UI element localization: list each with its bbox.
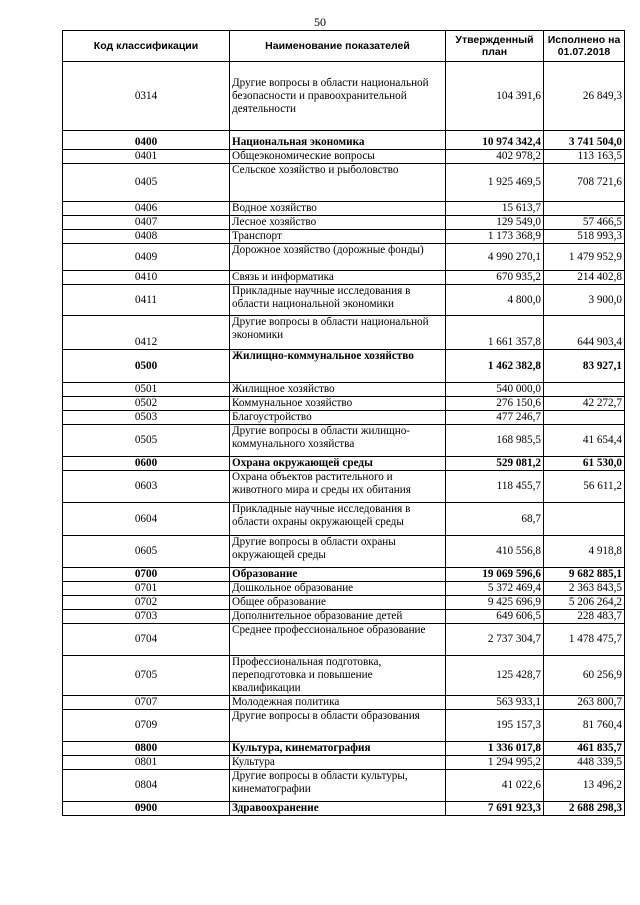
row-code: 0314 bbox=[63, 62, 230, 131]
row-code: 0502 bbox=[63, 397, 230, 411]
row-name: Другие вопросы в области образования bbox=[230, 710, 446, 742]
table-row bbox=[63, 770, 625, 802]
row-plan: 4 990 270,1 bbox=[446, 244, 544, 271]
table-row bbox=[63, 582, 625, 596]
row-code: 0704 bbox=[63, 624, 230, 656]
table-row bbox=[63, 503, 625, 536]
row-done: 113 163,5 bbox=[544, 150, 625, 164]
row-name: Дорожное хозяйство (дорожные фонды) bbox=[230, 244, 446, 271]
table-row bbox=[63, 624, 625, 656]
header-name: Наименование показателей bbox=[230, 31, 446, 62]
row-plan: 2 737 304,7 bbox=[446, 624, 544, 656]
row-name: Общеэкономические вопросы bbox=[230, 150, 446, 164]
row-name: Другие вопросы в области национальной безопасности и правоохранительной деятельности bbox=[230, 62, 446, 131]
header-done: Исполнено на 01.07.2018 bbox=[544, 31, 625, 62]
row-done: 57 466,5 bbox=[544, 216, 625, 230]
row-code: 0503 bbox=[63, 411, 230, 425]
table-row bbox=[63, 425, 625, 457]
row-done: 42 272,7 bbox=[544, 397, 625, 411]
row-done: 708 721,6 bbox=[544, 164, 625, 202]
header-code: Код классификации bbox=[63, 31, 230, 62]
table-row bbox=[63, 202, 625, 216]
page-number: 50 bbox=[314, 15, 326, 29]
row-code: 0801 bbox=[63, 756, 230, 770]
row-plan: 563 933,1 bbox=[446, 696, 544, 710]
row-code: 0409 bbox=[63, 244, 230, 271]
row-plan: 19 069 596,6 bbox=[446, 568, 544, 582]
row-plan: 1 173 368,9 bbox=[446, 230, 544, 244]
row-plan: 1 661 357,8 bbox=[446, 316, 544, 350]
row-code: 0500 bbox=[63, 350, 230, 383]
row-done bbox=[544, 383, 625, 397]
table-row bbox=[63, 230, 625, 244]
row-code: 0408 bbox=[63, 230, 230, 244]
budget-table bbox=[62, 30, 625, 816]
row-code: 0400 bbox=[63, 131, 230, 150]
row-code: 0703 bbox=[63, 610, 230, 624]
row-code: 0707 bbox=[63, 696, 230, 710]
table-row bbox=[63, 316, 625, 350]
row-plan: 410 556,8 bbox=[446, 536, 544, 568]
row-done: 518 993,3 bbox=[544, 230, 625, 244]
row-name: Водное хозяйство bbox=[230, 202, 446, 216]
row-done: 61 530,0 bbox=[544, 457, 625, 471]
row-code: 0604 bbox=[63, 503, 230, 536]
row-name: Другие вопросы в области охраны окружающей среды bbox=[230, 536, 446, 568]
row-plan: 670 935,2 bbox=[446, 271, 544, 285]
row-code: 0605 bbox=[63, 536, 230, 568]
row-name: Образование bbox=[230, 568, 446, 582]
row-done: 228 483,7 bbox=[544, 610, 625, 624]
row-name: Дополнительное образование детей bbox=[230, 610, 446, 624]
table-row bbox=[63, 536, 625, 568]
row-code: 0406 bbox=[63, 202, 230, 216]
table-row bbox=[63, 62, 625, 131]
table-row bbox=[63, 710, 625, 742]
row-done: 2 363 843,5 bbox=[544, 582, 625, 596]
row-name: Благоустройство bbox=[230, 411, 446, 425]
row-done: 41 654,4 bbox=[544, 425, 625, 457]
row-name: Прикладные научные исследования в области охраны окружающей среды bbox=[230, 503, 446, 536]
row-done: 5 206 264,2 bbox=[544, 596, 625, 610]
row-plan: 1 462 382,8 bbox=[446, 350, 544, 383]
row-code: 0411 bbox=[63, 285, 230, 316]
table-row bbox=[63, 285, 625, 316]
row-code: 0501 bbox=[63, 383, 230, 397]
row-done: 56 611,2 bbox=[544, 471, 625, 503]
table-header-row bbox=[63, 31, 625, 62]
row-code: 0800 bbox=[63, 742, 230, 756]
table-row bbox=[63, 696, 625, 710]
row-done: 448 339,5 bbox=[544, 756, 625, 770]
row-done: 644 903,4 bbox=[544, 316, 625, 350]
row-plan: 10 974 342,4 bbox=[446, 131, 544, 150]
table-row bbox=[63, 457, 625, 471]
table-row bbox=[63, 397, 625, 411]
row-code: 0405 bbox=[63, 164, 230, 202]
row-code: 0702 bbox=[63, 596, 230, 610]
row-plan: 125 428,7 bbox=[446, 656, 544, 696]
row-plan: 1 294 995,2 bbox=[446, 756, 544, 770]
row-name: Сельское хозяйство и рыболовство bbox=[230, 164, 446, 202]
table-row bbox=[63, 411, 625, 425]
row-name: Охрана объектов растительного и животного мира и среды их обитания bbox=[230, 471, 446, 503]
table-row bbox=[63, 596, 625, 610]
row-plan: 402 978,2 bbox=[446, 150, 544, 164]
table-row bbox=[63, 471, 625, 503]
row-code: 0505 bbox=[63, 425, 230, 457]
row-done: 461 835,7 bbox=[544, 742, 625, 756]
table-row bbox=[63, 216, 625, 230]
table-row bbox=[63, 131, 625, 150]
row-plan: 195 157,3 bbox=[446, 710, 544, 742]
table-row bbox=[63, 164, 625, 202]
row-done: 3 741 504,0 bbox=[544, 131, 625, 150]
row-plan: 540 000,0 bbox=[446, 383, 544, 397]
row-name: Другие вопросы в области жилищно-коммунального хозяйства bbox=[230, 425, 446, 457]
row-code: 0407 bbox=[63, 216, 230, 230]
row-name: Молодежная политика bbox=[230, 696, 446, 710]
row-plan: 1 336 017,8 bbox=[446, 742, 544, 756]
row-done: 2 688 298,3 bbox=[544, 802, 625, 816]
row-name: Дошкольное образование bbox=[230, 582, 446, 596]
row-done bbox=[544, 202, 625, 216]
row-name: Общее образование bbox=[230, 596, 446, 610]
row-done: 26 849,3 bbox=[544, 62, 625, 131]
row-code: 0804 bbox=[63, 770, 230, 802]
row-code: 0705 bbox=[63, 656, 230, 696]
row-code: 0410 bbox=[63, 271, 230, 285]
row-name: Культура, кинематография bbox=[230, 742, 446, 756]
row-plan: 477 246,7 bbox=[446, 411, 544, 425]
row-plan: 7 691 923,3 bbox=[446, 802, 544, 816]
table-row bbox=[63, 656, 625, 696]
table-row bbox=[63, 568, 625, 582]
row-done: 83 927,1 bbox=[544, 350, 625, 383]
row-code: 0603 bbox=[63, 471, 230, 503]
table-row bbox=[63, 610, 625, 624]
table-row bbox=[63, 742, 625, 756]
row-code: 0701 bbox=[63, 582, 230, 596]
row-name: Среднее профессиональное образование bbox=[230, 624, 446, 656]
row-done bbox=[544, 503, 625, 536]
row-name: Другие вопросы в области культуры, кинематографии bbox=[230, 770, 446, 802]
row-name: Национальная экономика bbox=[230, 131, 446, 150]
row-done: 13 496,2 bbox=[544, 770, 625, 802]
row-plan: 649 606,5 bbox=[446, 610, 544, 624]
row-name: Охрана окружающей среды bbox=[230, 457, 446, 471]
row-name: Коммунальное хозяйство bbox=[230, 397, 446, 411]
row-plan: 129 549,0 bbox=[446, 216, 544, 230]
row-done: 4 918,8 bbox=[544, 536, 625, 568]
row-done bbox=[544, 411, 625, 425]
row-plan: 15 613,7 bbox=[446, 202, 544, 216]
row-plan: 5 372 469,4 bbox=[446, 582, 544, 596]
table-row bbox=[63, 802, 625, 816]
row-plan: 168 985,5 bbox=[446, 425, 544, 457]
row-name: Жилищно-коммунальное хозяйство bbox=[230, 350, 446, 383]
row-done: 3 900,0 bbox=[544, 285, 625, 316]
row-code: 0700 bbox=[63, 568, 230, 582]
row-code: 0709 bbox=[63, 710, 230, 742]
table-row bbox=[63, 383, 625, 397]
row-done: 263 800,7 bbox=[544, 696, 625, 710]
row-code: 0900 bbox=[63, 802, 230, 816]
row-name: Профессиональная подготовка, переподготовка и повышение квалификации bbox=[230, 656, 446, 696]
row-plan: 68,7 bbox=[446, 503, 544, 536]
row-code: 0412 bbox=[63, 316, 230, 350]
row-name: Другие вопросы в области национальной экономики bbox=[230, 316, 446, 350]
row-done: 9 682 885,1 bbox=[544, 568, 625, 582]
row-name: Лесное хозяйство bbox=[230, 216, 446, 230]
row-done: 1 478 475,7 bbox=[544, 624, 625, 656]
row-done: 1 479 952,9 bbox=[544, 244, 625, 271]
row-done: 81 760,4 bbox=[544, 710, 625, 742]
row-done: 214 402,8 bbox=[544, 271, 625, 285]
row-plan: 104 391,6 bbox=[446, 62, 544, 131]
row-done: 60 256,9 bbox=[544, 656, 625, 696]
table-row bbox=[63, 271, 625, 285]
row-name: Связь и информатика bbox=[230, 271, 446, 285]
row-plan: 1 925 469,5 bbox=[446, 164, 544, 202]
row-plan: 4 800,0 bbox=[446, 285, 544, 316]
row-name: Прикладные научные исследования в области национальной экономики bbox=[230, 285, 446, 316]
row-plan: 118 455,7 bbox=[446, 471, 544, 503]
row-name: Культура bbox=[230, 756, 446, 770]
row-name: Жилищное хозяйство bbox=[230, 383, 446, 397]
header-plan: Утвержденный план bbox=[446, 31, 544, 62]
row-code: 0600 bbox=[63, 457, 230, 471]
row-name: Здравоохранение bbox=[230, 802, 446, 816]
table-row bbox=[63, 350, 625, 383]
row-plan: 41 022,6 bbox=[446, 770, 544, 802]
row-code: 0401 bbox=[63, 150, 230, 164]
row-plan: 529 081,2 bbox=[446, 457, 544, 471]
row-plan: 9 425 696,9 bbox=[446, 596, 544, 610]
table-row bbox=[63, 150, 625, 164]
table-row bbox=[63, 244, 625, 271]
row-plan: 276 150,6 bbox=[446, 397, 544, 411]
table-row bbox=[63, 756, 625, 770]
row-name: Транспорт bbox=[230, 230, 446, 244]
